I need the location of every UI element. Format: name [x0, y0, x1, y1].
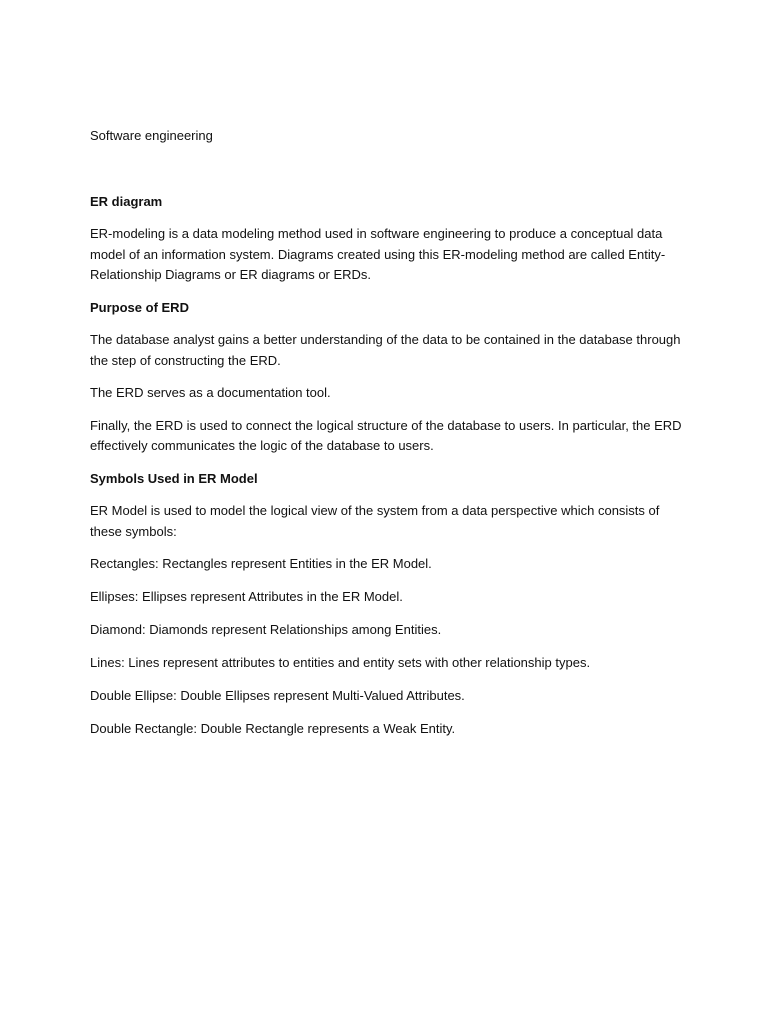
paragraph-purpose-3: Finally, the ERD is used to connect the logical structure of the database to users. In particular, the ERD effectively communicates the logic of the database to users.	[90, 417, 682, 453]
heading-symbols: Symbols Used in ER Model	[90, 470, 258, 486]
heading-er-diagram: ER diagram	[90, 193, 163, 209]
document-subject: Software engineering	[90, 128, 213, 143]
heading-purpose-of-erd: Purpose of ERD	[90, 299, 189, 315]
symbol-item-rectangles: Rectangles: Rectangles represent Entities in the ER Model.	[90, 556, 432, 571]
paragraph-purpose-1: The database analyst gains a better understanding of the data to be contained in the database through the step of constructing the ERD.	[90, 332, 681, 368]
symbol-item-double-ellipse: Double Ellipse: Double Ellipses represent Multi-Valued Attributes.	[90, 688, 465, 703]
paragraph-purpose-2: The ERD serves as a documentation tool.	[90, 385, 331, 400]
symbol-item-ellipses: Ellipses: Ellipses represent Attributes in the ER Model.	[90, 589, 403, 604]
document-body	[90, 126, 690, 752]
paragraph-symbols-intro: ER Model is used to model the logical view of the system from a data perspective which consists of these symbols:	[90, 503, 660, 539]
symbol-item-diamond: Diamond: Diamonds represent Relationships among Entities.	[90, 622, 442, 637]
paragraph-er-modeling: ER-modeling is a data modeling method used in software engineering to produce a conceptual data model of an information system. Diagrams created using this ER-modeling method are called Entity-Relationship Diagrams or ER diagrams or ERDs.	[90, 226, 666, 282]
symbol-item-double-rectangle: Double Rectangle: Double Rectangle represents a Weak Entity.	[90, 721, 456, 736]
symbol-item-lines: Lines: Lines represent attributes to entities and entity sets with other relationship types.	[90, 655, 591, 670]
